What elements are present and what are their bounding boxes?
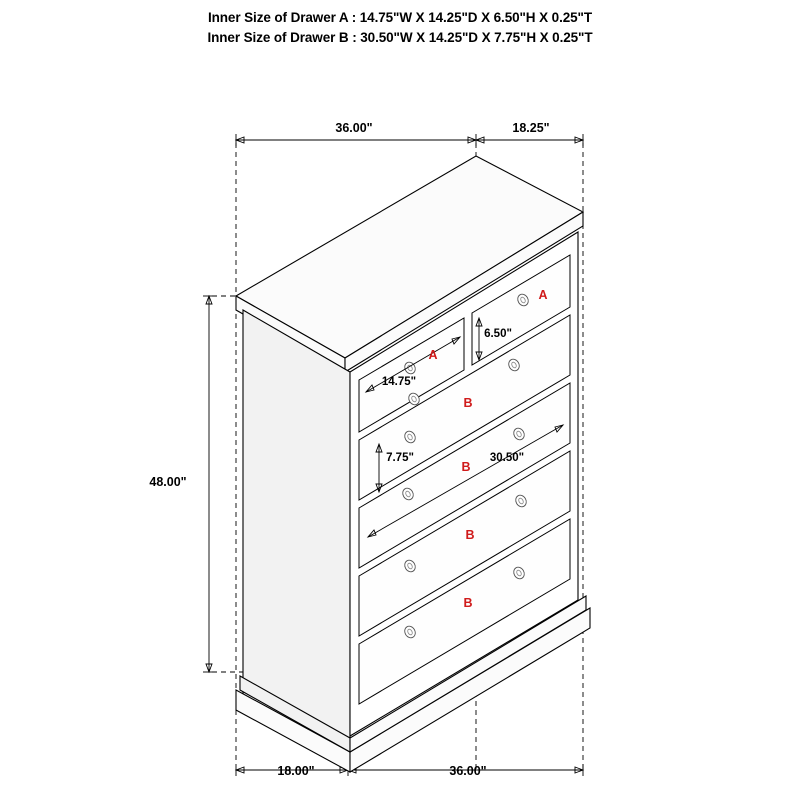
label-a-top-right: A xyxy=(538,288,548,302)
label-b-4: B xyxy=(463,596,473,610)
dim-overall-height: 48.00" xyxy=(149,475,187,489)
dim-bottom-width: 36.00" xyxy=(449,764,487,778)
dim-bottom-depth: 18.00" xyxy=(277,764,315,778)
dim-drawer-a-height: 6.50" xyxy=(484,328,512,340)
dim-top-depth: 18.25" xyxy=(512,121,550,135)
label-a-top-left: A xyxy=(428,348,438,362)
label-b-1: B xyxy=(463,396,473,410)
drawer-b-spec: Inner Size of Drawer B : 30.50"W X 14.25"D X 7.75"H X 0.25"T xyxy=(207,30,593,45)
label-b-3: B xyxy=(465,528,475,542)
drawer-a-spec: Inner Size of Drawer A : 14.75"W X 14.25"D X 6.50"H X 0.25"T xyxy=(207,10,592,25)
dim-drawer-b-width: 30.50" xyxy=(489,452,525,464)
dim-drawer-a-width: 14.75" xyxy=(381,376,417,388)
dim-drawer-b-height: 7.75" xyxy=(386,452,414,464)
label-b-2: B xyxy=(461,460,471,474)
dim-top-width: 36.00" xyxy=(335,121,373,135)
